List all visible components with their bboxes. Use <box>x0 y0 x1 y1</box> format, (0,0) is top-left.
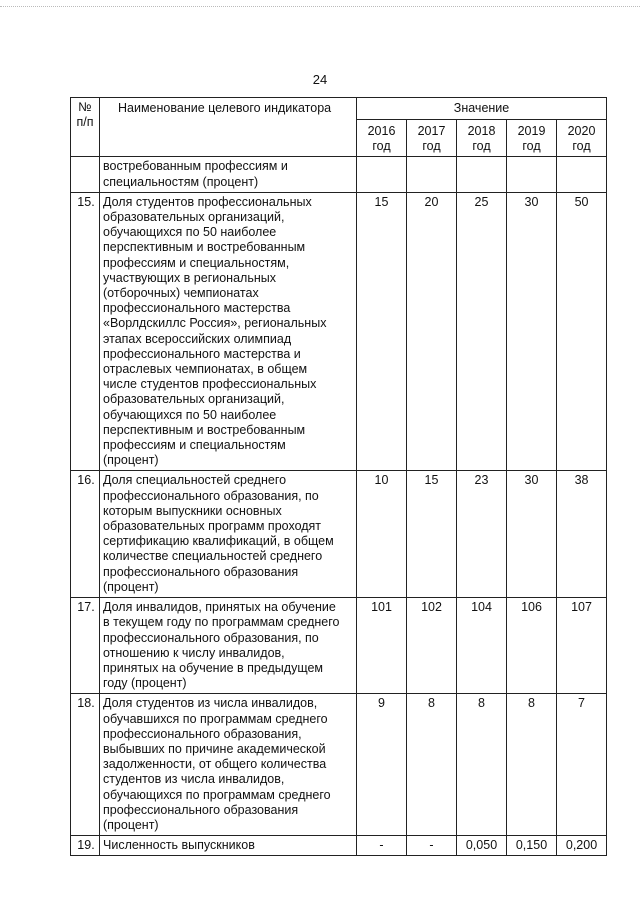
indicator-value: 0,150 <box>507 836 557 856</box>
indicator-value: 0,200 <box>557 836 607 856</box>
row-number: 15. <box>71 192 100 471</box>
scan-header-noise <box>0 6 640 11</box>
indicator-value <box>457 157 507 192</box>
indicator-value: 20 <box>407 192 457 471</box>
header-year <box>407 120 457 157</box>
table-header-row <box>71 98 607 120</box>
table-row <box>71 471 607 598</box>
table-row <box>71 192 607 471</box>
indicator-value <box>407 157 457 192</box>
table-row <box>71 836 607 856</box>
indicator-value: 8 <box>457 694 507 836</box>
indicator-value: 101 <box>357 598 407 694</box>
row-number: 17. <box>71 598 100 694</box>
indicator-value <box>507 157 557 192</box>
indicator-value <box>357 157 407 192</box>
indicator-value: - <box>407 836 457 856</box>
year-label: 2018 <box>467 124 496 138</box>
year-unit: год <box>472 139 491 154</box>
year-label: 2020 <box>567 124 596 138</box>
indicator-name: Численность выпускников <box>100 836 357 856</box>
indicator-value: 15 <box>357 192 407 471</box>
table-body <box>71 157 607 856</box>
indicator-value: 50 <box>557 192 607 471</box>
indicator-value: 102 <box>407 598 457 694</box>
year-label: 2017 <box>417 124 446 138</box>
indicator-value: 8 <box>407 694 457 836</box>
row-number: 18. <box>71 694 100 836</box>
header-year <box>357 120 407 157</box>
indicator-value: 107 <box>557 598 607 694</box>
indicator-value: 30 <box>507 192 557 471</box>
indicator-value: 106 <box>507 598 557 694</box>
indicator-name: Доля специальностей среднего профессионального образования, по которым выпускники основных образовательных программ проходят сертификацию квалификаций, в общем количестве специальностей среднего профессионального образования (процент) <box>100 471 357 598</box>
row-number: 16. <box>71 471 100 598</box>
row-number <box>71 157 100 192</box>
header-year <box>507 120 557 157</box>
indicator-name: Доля инвалидов, принятых на обучение в текущем году по программам среднего профессионального образования, по отношению к числу инвалидов, принятых на обучение в предыдущем году (процент) <box>100 598 357 694</box>
header-year <box>457 120 507 157</box>
header-number <box>71 98 100 157</box>
indicator-value: - <box>357 836 407 856</box>
indicator-value: 0,050 <box>457 836 507 856</box>
target-indicators-table <box>70 97 607 856</box>
table-row <box>71 598 607 694</box>
row-number: 19. <box>71 836 100 856</box>
header-value-group: Значение <box>357 98 607 120</box>
header-year <box>557 120 607 157</box>
indicator-value: 7 <box>557 694 607 836</box>
year-label: 2016 <box>367 124 396 138</box>
indicator-value: 38 <box>557 471 607 598</box>
year-unit: год <box>522 139 541 154</box>
table-row <box>71 694 607 836</box>
indicator-name: востребованным профессиям и специальностям (процент) <box>100 157 357 192</box>
year-unit: год <box>572 139 591 154</box>
indicator-value: 9 <box>357 694 407 836</box>
indicator-value: 15 <box>407 471 457 598</box>
indicator-value: 104 <box>457 598 507 694</box>
indicator-value <box>557 157 607 192</box>
indicator-value: 8 <box>507 694 557 836</box>
header-number-label: № п/п <box>76 100 94 130</box>
indicator-name: Доля студентов профессиональных образовательных организаций, обучающихся по 50 наиболее перспективным и востребованным профессиям и специальностям, участвующих в региональных (отборочных) чемпионатах профессионального мастерства «Ворлдскиллс Россия», региональных этапах всероссийских олимпиад профессионального мастерства и отраслевых чемпионатах, в общем числе студентов профессиональных образовательных организаций, обучающихся по 50 наиболее перспективным и востребованным профессиям и специальностям (процент) <box>100 192 357 471</box>
year-label: 2019 <box>517 124 546 138</box>
indicator-value: 23 <box>457 471 507 598</box>
indicator-value: 30 <box>507 471 557 598</box>
header-indicator-name: Наименование целевого индикатора <box>100 98 357 157</box>
indicator-value: 10 <box>357 471 407 598</box>
year-unit: год <box>372 139 391 154</box>
page-number: 24 <box>312 72 328 87</box>
year-unit: год <box>422 139 441 154</box>
table-row <box>71 157 607 192</box>
indicator-value: 25 <box>457 192 507 471</box>
indicator-name: Доля студентов из числа инвалидов, обучавшихся по программам среднего профессионального образования, выбывших по причине академической задолженности, от общего количества студентов из числа инвалидов, обучающихся по программам среднего профессионального образования (процент) <box>100 694 357 836</box>
